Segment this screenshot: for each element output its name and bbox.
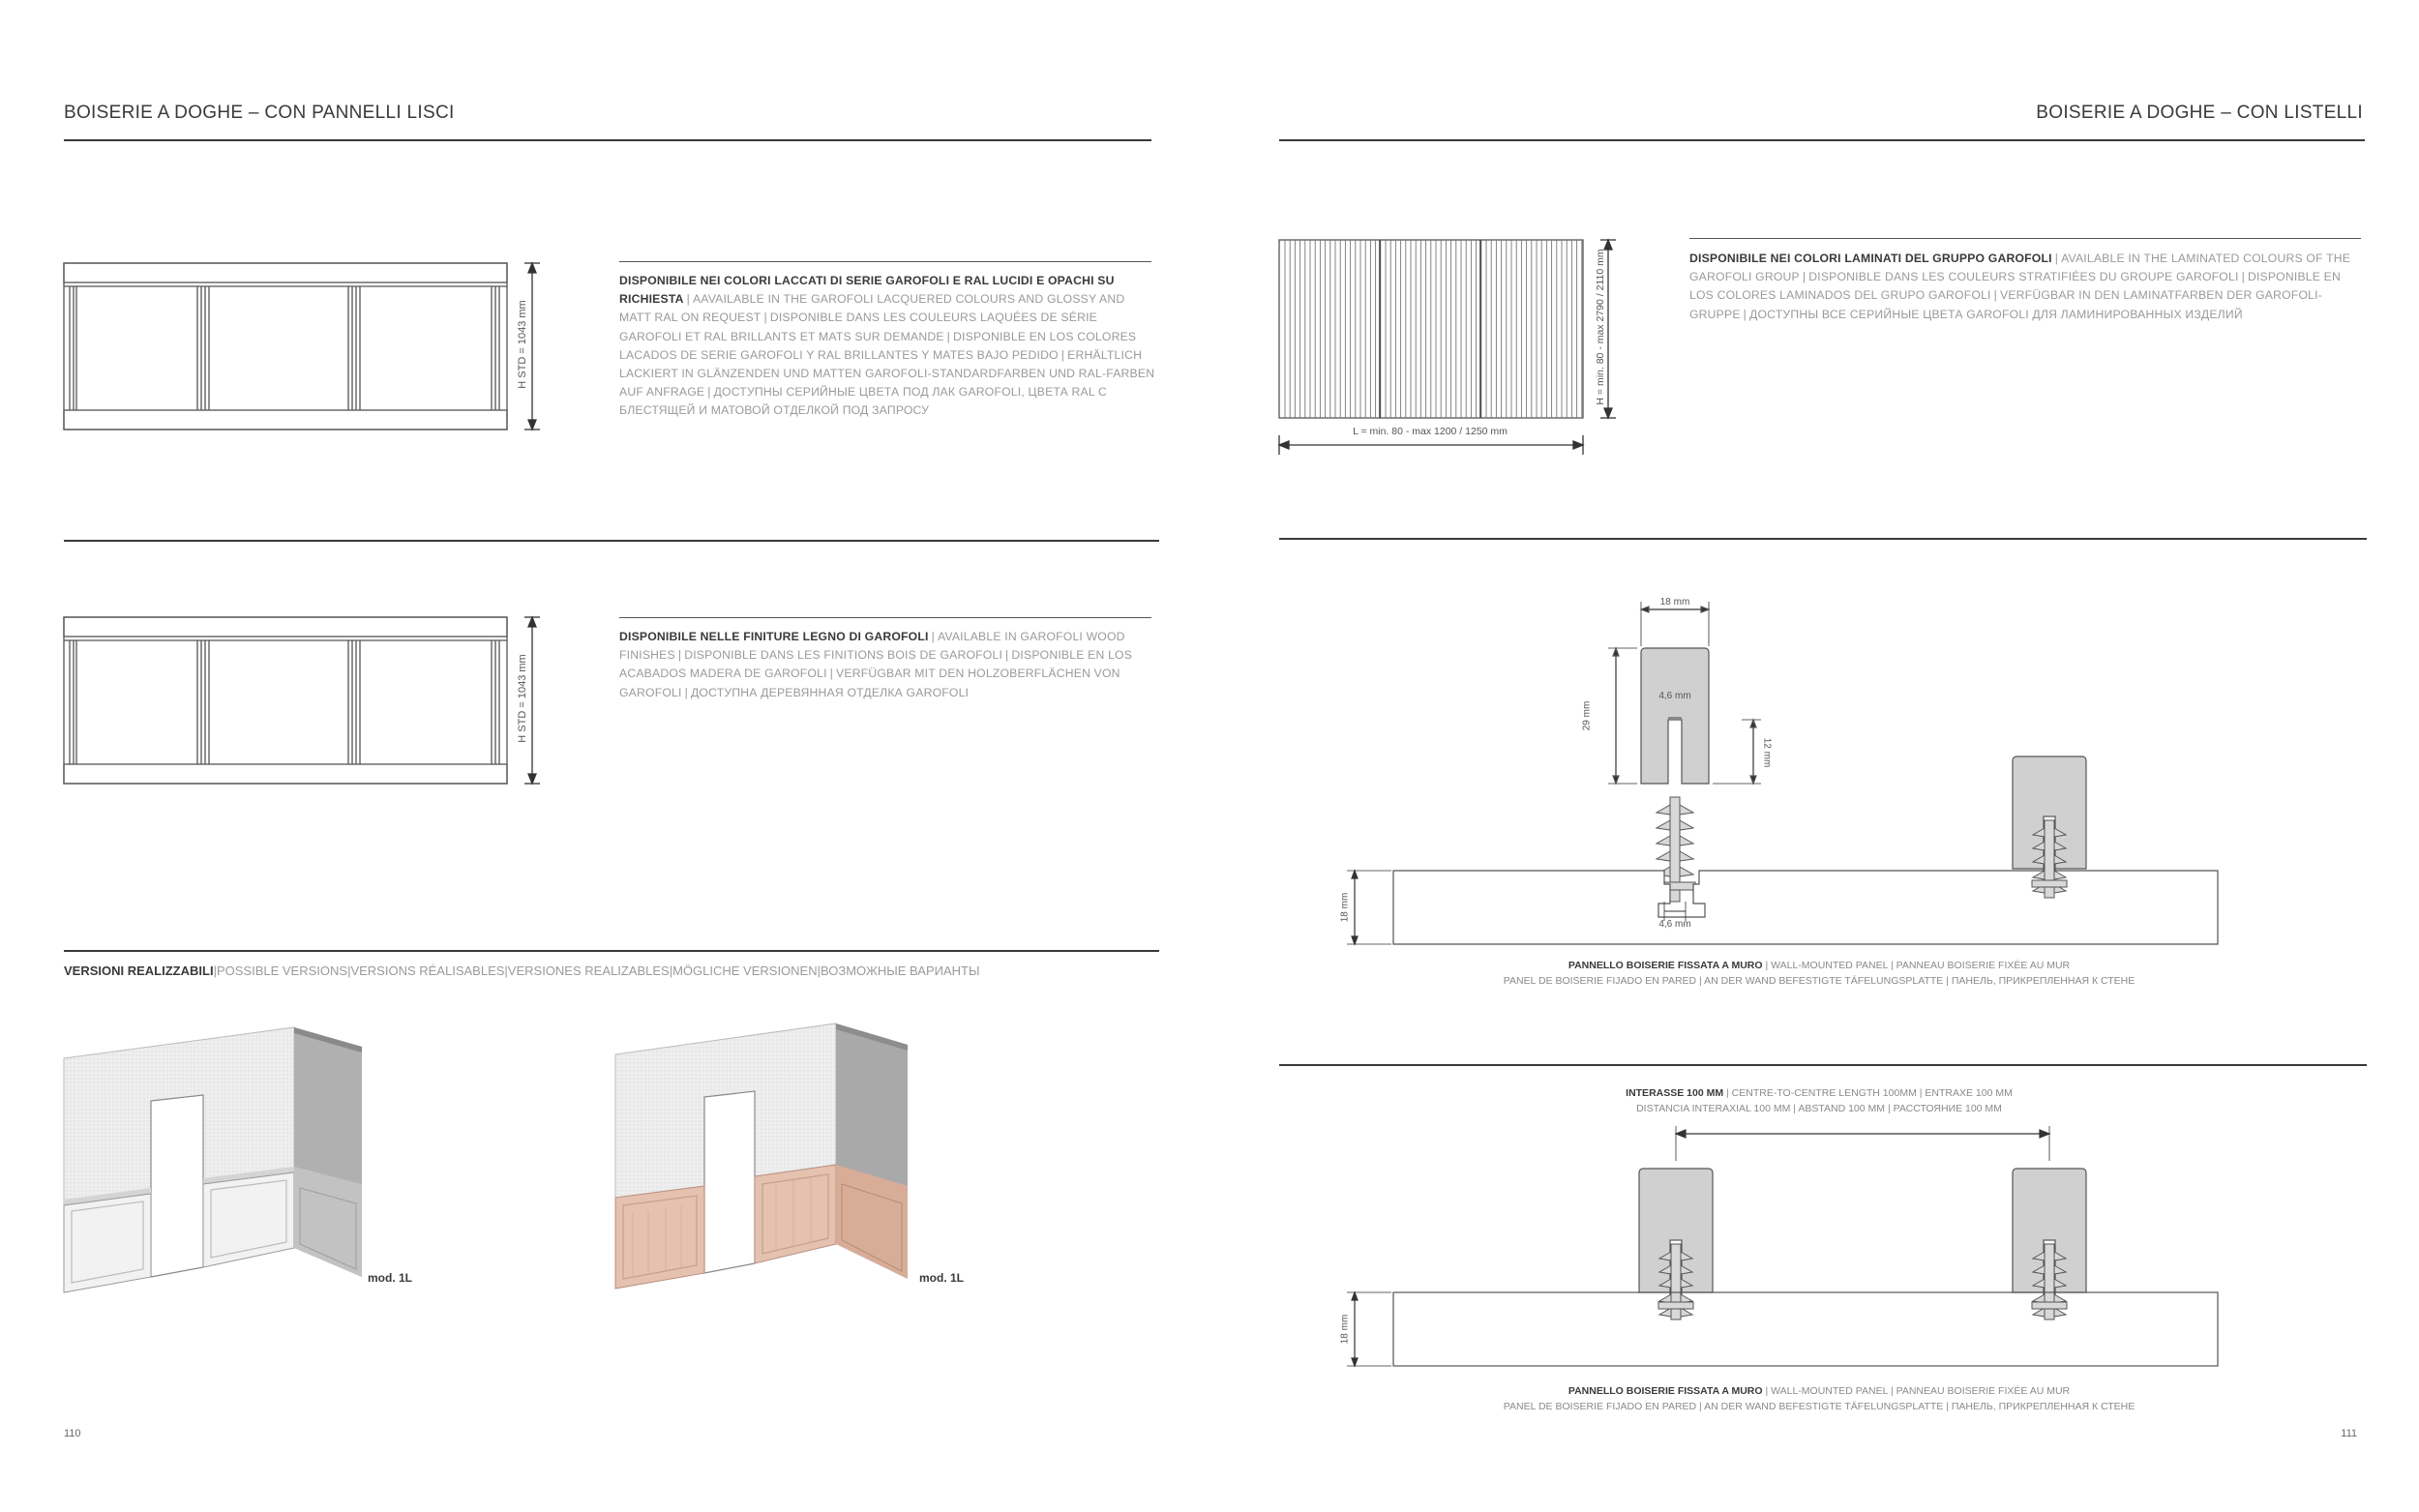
- profile-slot-depth-label: 12 mm: [1761, 737, 1773, 768]
- caption-ru: ПАНЕЛЬ, ПРИКРЕПЛЕННАЯ К СТЕНЕ: [1951, 975, 2135, 987]
- panel-thickness-label-2: 18 mm: [1339, 1314, 1351, 1345]
- versions-bold: VERSIONI REALIZZABILI: [64, 964, 214, 978]
- left-title-rule: [64, 139, 1151, 141]
- caption-fr: PANNEAU BOISERIE FIXÉE AU MUR: [1896, 960, 2071, 971]
- wood-panel-height-label: H STD = 1043 mm: [517, 654, 528, 743]
- wood-finish-heading: DISPONIBILE NELLE FINITURE LEGNO DI GAROFOLI: [619, 630, 929, 643]
- desc-en: AVAILABLE IN THE LAMINATED COLOURS OF THE GAROFOLI GROUP: [1689, 252, 2351, 284]
- desc-en: AVAILABLE IN GAROFOLI WOOD FINISHES: [619, 630, 1125, 663]
- desc-es: DISPONIBLE EN LOS ACABADOS MADERA DE GAROFOLI: [619, 648, 1133, 681]
- desc-de: ERHÄLTLICH LACKIERT IN GLÄNZENDEN UND MATTEN GAROFOLI-STANDARDFARBEN UND RAL-FARBEN AUF ANFRAGE: [619, 347, 1155, 400]
- interasse-panel-caption: PANNELLO BOISERIE FISSATA A MURO | WALL-MOUNTED PANEL | PANNEAU BOISERIE FIXÉE AU MUR PANEL DE BOISERIE FIJADO EN PARED | AN DER WAND BEFESTIGTE TÄFELUNGSPLATTE | ПАНЕЛЬ, ПРИКРЕПЛЕННАЯ К СТЕНЕ: [1503, 1385, 2135, 1412]
- left-page-title: BOISERIE A DOGHE – CON PANNELLI LISCI: [64, 103, 455, 123]
- lacquered-panel-height-label: H STD = 1043 mm: [517, 300, 528, 389]
- desc-fr: DISPONIBLE DANS LES COULEURS STRATIFIÉES DU GROUPE GAROFOLI: [1808, 270, 2239, 284]
- desc-fr: DISPONIBLE DANS LES FINITIONS BOIS DE GAROFOLI: [684, 648, 1003, 663]
- render1-model-label: mod. 1L: [368, 1271, 413, 1285]
- interasse-es: DISTANCIA INTERAXIAL 100 MM: [1636, 1103, 1791, 1114]
- interasse-caption: INTERASSE 100 MM | CENTRE-TO-CENTRE LENGTH 100MM | ENTRAXE 100 MM DISTANCIA INTERAXIAL 100 MM | ABSTAND 100 MM | РАССТОЯНИЕ 100 ММ: [1626, 1087, 2013, 1114]
- block2-text-rule: [619, 617, 1151, 618]
- slat-height-label: H = min. 80 - max 2790 / 2110 mm: [1595, 249, 1606, 405]
- versions-fr: VERSIONS RÉALISABLES: [350, 964, 505, 978]
- profile-height-label: 29 mm: [1581, 700, 1593, 731]
- versions-ru: ВОЗМОЖНЫЕ ВАРИАНТЫ: [821, 964, 980, 978]
- right-section-rule-1: [1279, 538, 2367, 540]
- caption-de: AN DER WAND BEFESTIGTE TÄFELUNGSPLATTE: [1704, 1401, 1944, 1412]
- interasse-section-drawing: [1335, 1122, 2264, 1374]
- caption-ru: ПАНЕЛЬ, ПРИКРЕПЛЕННАЯ К СТЕНЕ: [1951, 1401, 2135, 1412]
- render-wood-version: [613, 1020, 923, 1300]
- lacquered-panel-drawing: [62, 261, 546, 435]
- profile-slot-width-label: 4,6 mm: [1658, 691, 1691, 701]
- caption-en: WALL-MOUNTED PANEL: [1771, 960, 1889, 971]
- right-page-number: 111: [2341, 1428, 2357, 1439]
- versions-en: POSSIBLE VERSIONS: [216, 964, 348, 978]
- desc-de: VERFÜGBAR IN DEN LAMINATFARBEN DER GAROFOLI-GRUPPE: [1689, 288, 2322, 321]
- render-lacquered-version: [62, 1023, 372, 1304]
- slat-length-label: L = min. 80 - max 1200 / 1250 mm: [1353, 426, 1508, 437]
- profile-caption: PANNELLO BOISERIE FISSATA A MURO | WALL-MOUNTED PANEL | PANNEAU BOISERIE FIXÉE AU MUR PANEL DE BOISERIE FIJADO EN PARED | AN DER WAND BEFESTIGTE TÄFELUNGSPLATTE | ПАНЕЛЬ, ПРИКРЕПЛЕННАЯ К СТЕНЕ: [1503, 960, 2135, 987]
- lacquered-finish-description: DISPONIBILE NEI COLORI LACCATI DI SERIE GAROFOLI E RAL LUCIDI E OPACHI SU RICHIESTA | AAVAILABLE IN THE GAROFOLI LACQUERED COLOURS AND GLOSSY AND MATT RAL ON REQUEST | DISPONIBLE DANS LES COULEURS LAQUÉES DE SÉRIE GAROFOLI ET RAL BRILLANTS ET MATS SUR DEMANDE | DISPONIBLE EN LOS COLORES LACADOS DE SERIE GAROFOLI Y RAL BRILLANTES Y MATES BAJO PEDIDO | ERHÄLTLICH LACKIERT IN GLÄNZENDEN UND MATTEN GAROFOLI-STANDARDFARBEN UND RAL-FARBEN AUF ANFRAGE | ДОСТУПНЫ СЕРИЙНЫЕ ЦВЕТА ПОД ЛАК GAROFOLI, ЦВЕТА RAL С БЛЕСТЯЩЕЙ И МАТОВОЙ ОТДЕЛКОЙ ПОД ЗАПРОСУ: [619, 274, 1155, 418]
- caption-bold: PANNELLO BOISERIE FISSATA A MURO: [1568, 960, 1763, 971]
- laminated-finish-description: DISPONIBILE NEI COLORI LAMINATI DEL GRUPPO GAROFOLI | AVAILABLE IN THE LAMINATED COLOURS OF THE GAROFOLI GROUP | DISPONIBLE DANS LES COULEURS STRATIFIÉES DU GROUPE GAROFOLI | DISPONIBLE EN LOS COLORES LAMINADOS DEL GRUPO GAROFOLI | VERFÜGBAR IN DEN LAMINATFARBEN DER GAROFOLI-GRUPPE | ДОСТУПНЫ ВСЕ СЕРИЙНЫЕ ЦВЕТА GAROFOLI ДЛЯ ЛАМИНИРОВАННЫХ ИЗДЕЛИЙ: [1689, 252, 2351, 321]
- interasse-ru: РАССТОЯНИЕ 100 ММ: [1893, 1103, 2002, 1114]
- left-section-rule-1: [64, 540, 1159, 542]
- right-title-rule: [1279, 139, 2365, 141]
- desc-fr: DISPONIBLE DANS LES COULEURS LAQUÉES DE SÉRIE GAROFOLI ET RAL BRILLANTS ET MATS SUR DEMANDE: [619, 311, 1098, 343]
- profile-width-label: 18 mm: [1659, 597, 1690, 608]
- profile-section-drawing: [1335, 590, 2264, 958]
- right-block1-text-rule: [1689, 238, 2361, 239]
- wood-finish-description: DISPONIBILE NELLE FINITURE LEGNO DI GAROFOLI | AVAILABLE IN GAROFOLI WOOD FINISHES | DISPONIBLE DANS LES FINITIONS BOIS DE GAROFOLI | DISPONIBLE EN LOS ACABADOS MADERA DE GAROFOLI | VERFÜGBAR MIT DEN HOLZOBERFLÄCHEN VON GAROFOLI | ДОСТУПНА ДЕРЕВЯННАЯ ОТДЕЛКА GAROFOLI: [619, 630, 1133, 699]
- interasse-en: CENTRE-TO-CENTRE LENGTH 100MM: [1731, 1087, 1917, 1099]
- panel-thickness-label: 18 mm: [1339, 892, 1351, 923]
- interasse-bold: INTERASSE 100 MM: [1626, 1087, 1724, 1099]
- desc-es: DISPONIBLE EN LOS COLORES LAMINADOS DEL GRUPO GAROFOLI: [1689, 270, 2342, 303]
- laminated-finish-heading: DISPONIBILE NEI COLORI LAMINATI DEL GRUPPO GAROFOLI: [1689, 252, 2052, 265]
- caption-es: PANEL DE BOISERIE FIJADO EN PARED: [1503, 1401, 1697, 1412]
- lacquered-finish-heading: DISPONIBILE NEI COLORI LACCATI DI SERIE GAROFOLI E RAL LUCIDI E OPACHI SU RICHIESTA: [619, 274, 1115, 307]
- versions-es: VERSIONES REALIZABLES: [507, 964, 670, 978]
- block1-text-rule: [619, 261, 1151, 262]
- wood-panel-drawing: [62, 615, 546, 789]
- right-page-title: BOISERIE A DOGHE – CON LISTELLI: [2036, 103, 2363, 123]
- versions-de: MÖGLICHE VERSIONEN: [672, 964, 818, 978]
- groove-width-label: 4,6 mm: [1658, 919, 1691, 930]
- desc-ru: ДОСТУПНА ДЕРЕВЯННАЯ ОТДЕЛКА GAROFOLI: [690, 685, 970, 699]
- right-section-rule-2: [1279, 1064, 2367, 1066]
- interasse-de: ABSTAND 100 MM: [1798, 1103, 1886, 1114]
- render2-model-label: mod. 1L: [919, 1271, 965, 1285]
- desc-en: AAVAILABLE IN THE GAROFOLI LACQUERED COLOURS AND GLOSSY AND MATT RAL ON REQUEST: [619, 292, 1125, 325]
- caption-bold: PANNELLO BOISERIE FISSATA A MURO: [1568, 1385, 1763, 1397]
- left-page-number: 110: [64, 1428, 81, 1439]
- interasse-fr: ENTRAXE 100 MM: [1925, 1087, 2013, 1099]
- desc-ru: ДОСТУПНЫ СЕРИЙНЫЕ ЦВЕТА ПОД ЛАК GAROFOLI, ЦВЕТА RAL С БЛЕСТЯЩЕЙ И МАТОВОЙ ОТДЕЛКОЙ ПОД ЗАПРОСУ: [619, 385, 1107, 418]
- caption-fr: PANNEAU BOISERIE FIXÉE AU MUR: [1896, 1385, 2071, 1397]
- desc-de: VERFÜGBAR MIT DEN HOLZOBERFLÄCHEN VON GAROFOLI: [619, 667, 1120, 699]
- left-section-rule-2: [64, 950, 1159, 952]
- caption-de: AN DER WAND BEFESTIGTE TÄFELUNGSPLATTE: [1704, 975, 1944, 987]
- possible-versions-heading: VERSIONI REALIZZABILI|POSSIBLE VERSIONS|VERSIONS RÉALISABLES|VERSIONES REALIZABLES|MÖGLICHE VERSIONEN|ВОЗМОЖНЫЕ ВАРИАНТЫ: [64, 964, 980, 978]
- caption-en: WALL-MOUNTED PANEL: [1771, 1385, 1889, 1397]
- desc-es: DISPONIBLE EN LOS COLORES LACADOS DE SERIE GAROFOLI Y RAL BRILLANTES Y MATES BAJO PEDIDO: [619, 329, 1137, 362]
- desc-ru: ДОСТУПНЫ ВСЕ СЕРИЙНЫЕ ЦВЕТА GAROFOLI ДЛЯ ЛАМИНИРОВАННЫХ ИЗДЕЛИЙ: [1749, 307, 2243, 321]
- caption-es: PANEL DE BOISERIE FIJADO EN PARED: [1503, 975, 1697, 987]
